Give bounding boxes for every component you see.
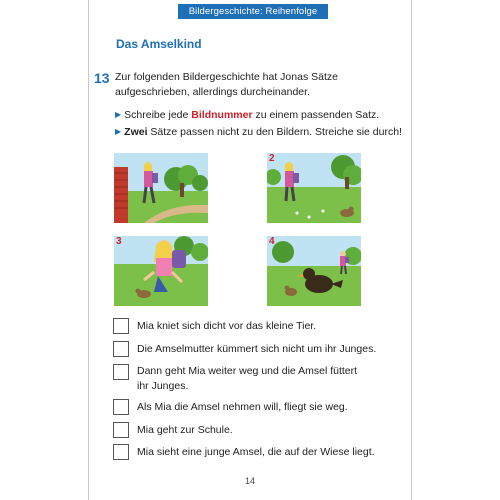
picture-3 [114,236,208,306]
picture-2 [267,153,361,223]
task-intro: Zur folgenden Bildergeschichte hat Jonas Sätze aufgeschrieben, allerdings durcheinander. [115,71,338,98]
sentence-4: Als Mia die Amsel nehmen will, fliegt sie weg. [137,401,348,413]
answer-box-3[interactable] [113,364,129,380]
sentence-1: Mia kniet sich dicht vor das kleine Tier. [137,320,317,332]
task-number: 13 [94,70,110,86]
picture-number-3: 3 [116,236,122,247]
sentence-2: Die Amselmutter kümmert sich nicht um ihr Junges. [137,343,377,355]
answer-box-4[interactable] [113,399,129,415]
instruction-1-highlight: Bildnummer [191,109,253,121]
picture-number-2: 2 [269,153,275,164]
instruction-2 [115,126,402,138]
answer-box-2[interactable] [113,341,129,357]
sentence-3-line-2: ihr Junges. [137,380,189,392]
page-number: 14 [244,476,255,486]
instruction-1-after: zu einem passenden Satz. [252,109,380,121]
answer-box-1[interactable] [113,318,129,334]
picture-number-4: 4 [269,236,275,247]
picture-4 [267,236,361,306]
sentence-5: Mia geht zur Schule. [137,424,233,436]
header-bar [178,4,328,19]
section-title: Das Amselkind [116,37,202,51]
triangle-bullet-icon: ▶ [115,110,122,119]
picture-1 [114,153,208,223]
instruction-2-after: Sätze passen nicht zu den Bildern. Streiche sie durch! [147,126,402,138]
answer-box-5[interactable] [113,422,129,438]
header-title: Bildergeschichte: Reihenfolge [188,6,318,17]
triangle-bullet-icon: ▶ [115,127,122,136]
instruction-2-bold: Zwei [124,126,148,138]
instruction-1 [115,109,379,121]
sentence-3-line-1: Dann geht Mia weiter weg und die Amsel füttert [137,365,358,377]
sentence-3 [137,364,407,394]
answer-box-6[interactable] [113,444,129,460]
instruction-1-before: Schreibe jede [124,109,192,121]
sentence-6: Mia sieht eine junge Amsel, die auf der Wiese liegt. [137,446,375,458]
